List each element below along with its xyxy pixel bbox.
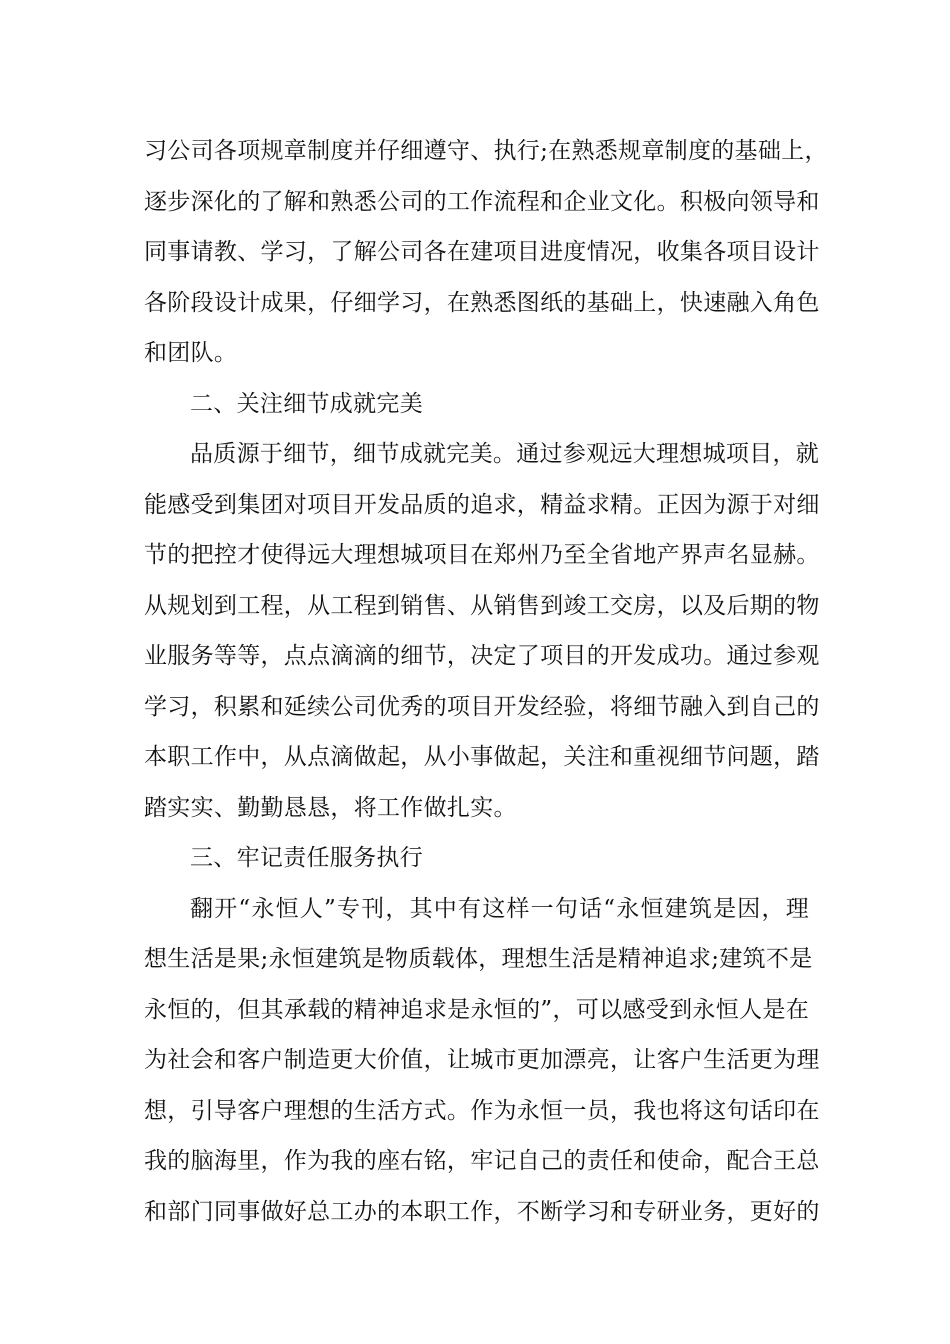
paragraph-line: 踏实实、勤勤恳恳，将工作做扎实。 — [144, 794, 517, 821]
section-heading: 三、牢记责任服务执行 — [190, 845, 423, 871]
paragraph-line: 习公司各项规章制度并仔细遵守、执行;在熟悉规章制度的基础上， — [144, 138, 828, 164]
paragraph-line: 想生活是果;永恒建筑是物质载体，理想生活是精神追求;建筑不是 — [144, 946, 813, 972]
paragraph-line: 从规划到工程，从工程到销售、从销售到竣工交房，以及后期的物 — [144, 592, 820, 619]
paragraph-line: 我的脑海里，作为我的座右铭，牢记自己的责任和使命，配合王总 — [144, 1148, 820, 1174]
paragraph-line: 为社会和客户制造更大价值，让城市更加漂亮，让客户生活更为理 — [144, 1047, 820, 1073]
body-text — [144, 126, 828, 1237]
paragraph-line: 业服务等等，点点滴滴的细节，决定了项目的开发成功。通过参观 — [144, 643, 820, 669]
paragraph-line: 节的把控才使得远大理想城项目在郑州乃至全省地产界声名显赫。 — [144, 542, 820, 568]
paragraph-line: 能感受到集团对项目开发品质的追求，精益求精。正因为源于对细 — [144, 491, 820, 518]
paragraph-line: 和团队。 — [144, 340, 238, 366]
paragraph-line: 逐步深化的了解和熟悉公司的工作流程和企业文化。积极向领导和 — [144, 188, 820, 215]
paragraph-line: 想，引导客户理想的生活方式。作为永恒一员，我也将这句话印在 — [144, 1097, 820, 1124]
paragraph-line: 学习，积累和延续公司优秀的项目开发经验，将细节融入到自己的 — [144, 693, 820, 720]
paragraph-line: 品质源于细节，细节成就完美。通过参观远大理想城项目，就 — [190, 441, 820, 467]
paragraph-line: 永恒的，但其承载的精神追求是永恒的”，可以感受到永恒人是在 — [144, 996, 809, 1023]
paragraph-line: 各阶段设计成果，仔细学习，在熟悉图纸的基础上，快速融入角色 — [144, 289, 820, 316]
paragraph-line: 同事请教、学习，了解公司各在建项目进度情况，收集各项目设计 — [144, 239, 820, 265]
paragraph-line: 本职工作中，从点滴做起，从小事做起，关注和重视细节问题，踏 — [144, 744, 820, 770]
paragraph-line: 翻开“永恒人”专刊，其中有这样一句话“永恒建筑是因，理 — [190, 895, 809, 922]
paragraph-line: 和部门同事做好总工办的本职工作，不断学习和专研业务，更好的 — [144, 1198, 820, 1225]
section-heading: 二、关注细节成就完美 — [190, 390, 423, 417]
